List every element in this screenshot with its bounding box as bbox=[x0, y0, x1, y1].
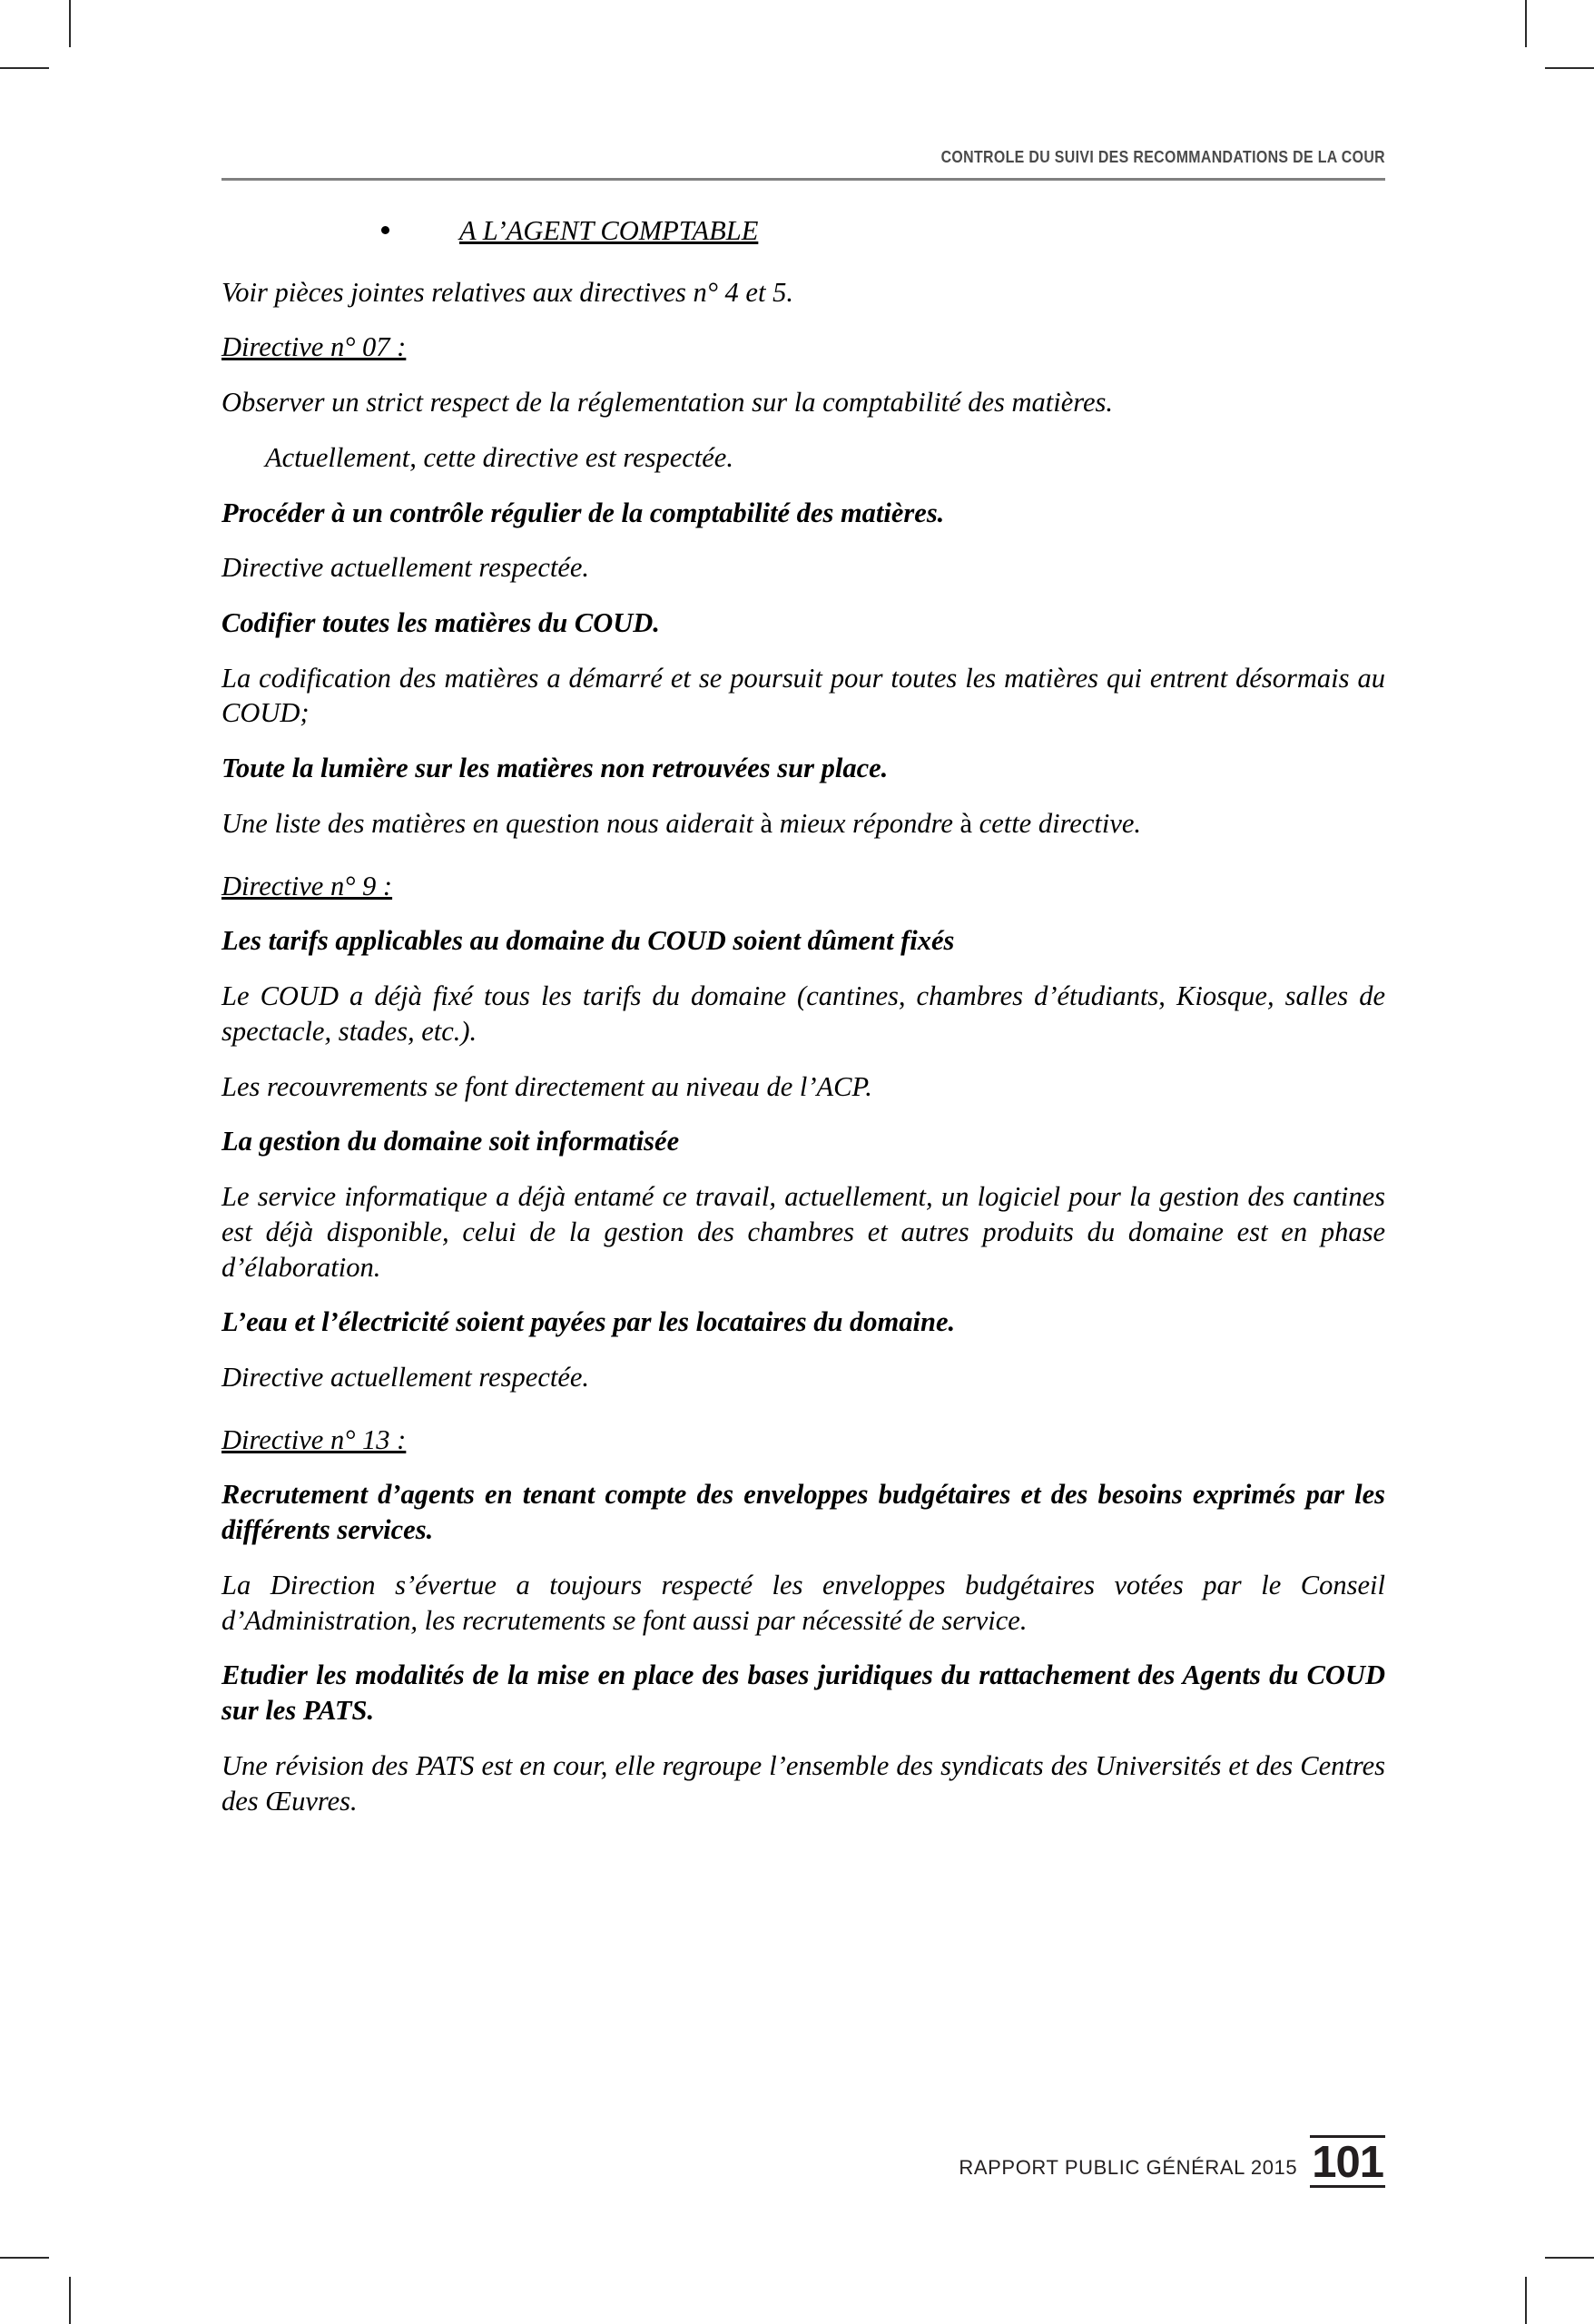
etudier-reply: Une révision des PATS est en cour, elle regroupe l’ensemble des syndicats des Universités et des Centres des Œuvres. bbox=[221, 1749, 1385, 1817]
directive-13-label bbox=[221, 1423, 1385, 1458]
lumiere-reply-part-3: mieux répondre bbox=[779, 807, 953, 839]
bullet-icon bbox=[381, 226, 389, 234]
bullet-heading-text: A L’AGENT COMPTABLE bbox=[459, 215, 759, 246]
lumiere-reply-part-4: à bbox=[959, 807, 973, 839]
footer-label: RAPPORT PUBLIC GÉNÉRAL 2015 bbox=[959, 2156, 1298, 2179]
crop-mark-top-left-horizontal bbox=[0, 67, 49, 69]
codifier-heading: Codifier toutes les matières du COUD. bbox=[221, 607, 660, 638]
etudier-heading: Etudier les modalités de la mise en place des bases juridiques du rattachement des Agents du COUD sur les PATS. bbox=[221, 1659, 1385, 1727]
recrutement-reply: La Direction s’évertue a toujours respecté les enveloppes budgétaires votées par le Conseil d’Administration, les recrutements se font aussi par nécessité de service. bbox=[221, 1569, 1385, 1636]
page-number: 101 bbox=[1310, 2135, 1385, 2188]
crop-mark-top-right-horizontal bbox=[1545, 67, 1594, 69]
tarifs-reply: Le COUD a déjà fixé tous les tarifs du domaine (cantines, chambres d’étudiants, Kiosque, salles de spectacle, stades, etc.). bbox=[221, 980, 1385, 1047]
directive-07-reply: Actuellement, cette directive est respectée. bbox=[265, 441, 733, 473]
directive-09-label bbox=[221, 869, 1385, 904]
eau-reply: Directive actuellement respectée. bbox=[221, 1362, 590, 1393]
directive-13-label-text: Directive n° 13 : bbox=[221, 1423, 407, 1455]
directive-07-label bbox=[221, 330, 1385, 365]
main-content bbox=[221, 214, 1385, 1818]
proceder-heading-part-1: Procéder bbox=[221, 497, 325, 528]
proceder-heading bbox=[221, 496, 1385, 531]
page-footer bbox=[959, 2135, 1385, 2188]
crop-mark-bottom-left-vertical bbox=[69, 2277, 71, 2324]
tarifs-heading: Les tarifs applicables au domaine du COUD soient dûment fixés bbox=[221, 925, 955, 957]
directive-07-label-text: Directive n° 07 : bbox=[221, 331, 407, 363]
bullet-heading-line bbox=[221, 214, 1385, 248]
proceder-reply: Directive actuellement respectée. bbox=[221, 552, 590, 584]
proceder-heading-part-2: à bbox=[331, 497, 346, 528]
lumiere-reply bbox=[221, 806, 1385, 842]
gestion-reply: Le service informatique a déjà entamé ce travail, actuellement, un logiciel pour la gestion des cantines est déjà disponible, celui de la gestion des chambres et autres produits du domaine est en phase d’élaboration. bbox=[221, 1181, 1385, 1283]
recouvrements-paragraph: Les recouvrements se font directement au niveau de l’ACP. bbox=[221, 1070, 872, 1102]
directive-09-label-text: Directive n° 9 : bbox=[221, 870, 393, 901]
crop-mark-top-left-vertical bbox=[69, 0, 71, 47]
directive-07-text: Observer un strict respect de la réglementation sur la comptabilité des matières. bbox=[221, 387, 1114, 419]
codifier-reply: La codification des matières a démarré et se poursuit pour toutes les matières qui entrent désormais au COUD; bbox=[221, 662, 1385, 729]
lumiere-reply-part-1: Une liste des matières en question nous aiderait bbox=[221, 807, 753, 839]
lumiere-reply-part-5: cette directive. bbox=[979, 807, 1142, 839]
proceder-heading-part-3: un contrôle régulier de la comptabilité des matières. bbox=[351, 497, 945, 528]
header-rule bbox=[221, 178, 1385, 181]
lumiere-heading: Toute la lumière sur les matières non retrouvées sur place. bbox=[221, 753, 889, 784]
eau-heading: L’eau et l’électricité soient payées par les locataires du domaine. bbox=[221, 1306, 956, 1338]
crop-mark-top-right-vertical bbox=[1525, 0, 1527, 47]
gestion-heading: La gestion du domaine soit informatisée bbox=[221, 1126, 680, 1157]
recrutement-heading: Recrutement d’agents en tenant compte des enveloppes budgétaires et des besoins exprimés par les différents services. bbox=[221, 1479, 1385, 1546]
running-head: CONTROLE DU SUIVI DES RECOMMANDATIONS DE LA COUR bbox=[940, 147, 1385, 166]
crop-mark-bottom-right-vertical bbox=[1525, 2277, 1527, 2324]
intro-paragraph: Voir pièces jointes relatives aux directives n° 4 et 5. bbox=[221, 276, 793, 308]
crop-mark-bottom-right-horizontal bbox=[1545, 2257, 1594, 2259]
lumiere-reply-part-2: à bbox=[760, 807, 773, 839]
crop-mark-bottom-left-horizontal bbox=[0, 2257, 49, 2259]
